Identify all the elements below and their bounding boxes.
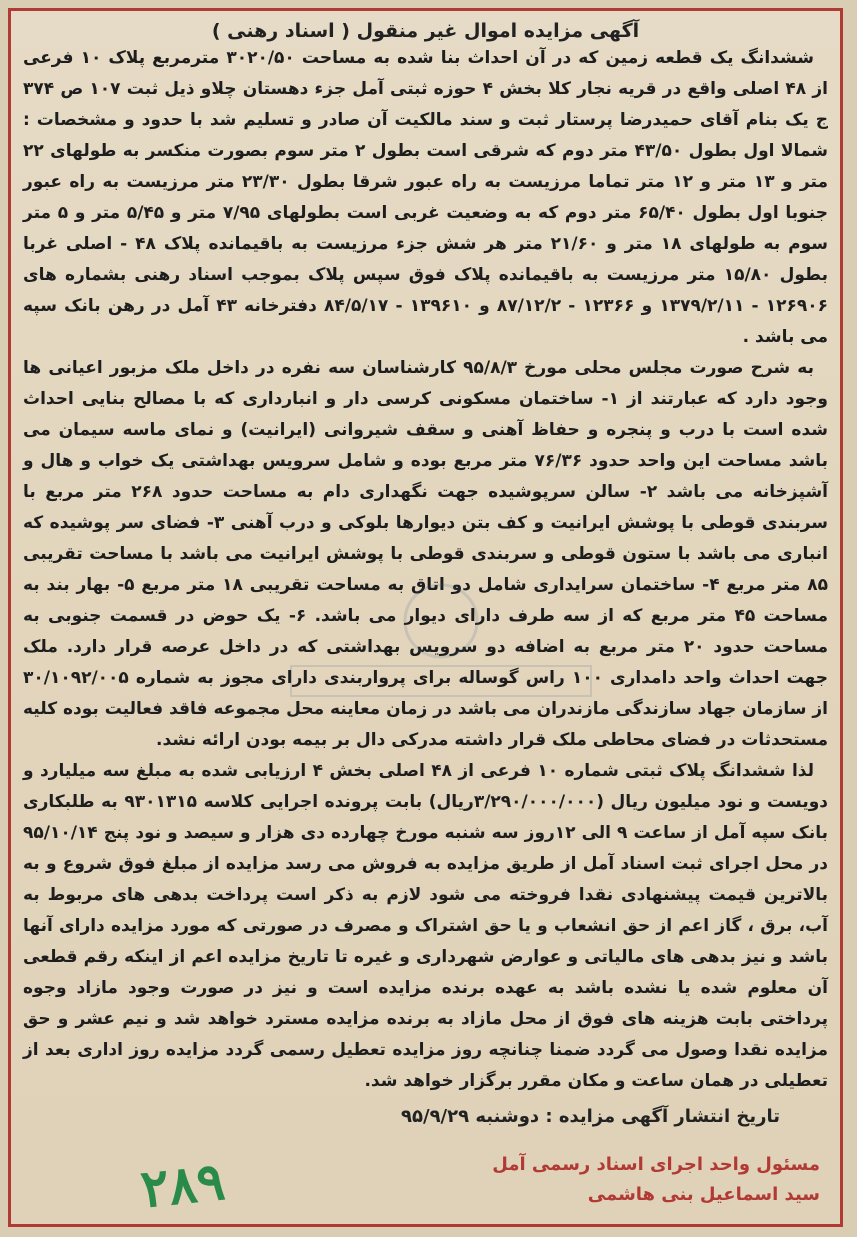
notice-title: آگهی مزایده اموال غیر منقول ( اسناد رهنی ) — [211, 20, 640, 42]
inspection-report-paragraph: به شرح صورت مجلس محلی مورخ ۹۵/۸/۳ کارشناسان سه نفره در داخل ملک مزبور اعیانی ها وجود دارد که عبارتند از ۱- ساختمان مسکونی کرسی دار و انبارداری که با مصالح بنایی احداث شده است با درب و پنجره و حفاظ آهنی و سقف شیروانی (ایرانیت) و نمای ماسه سیمان می باشد مساحت این واحد حدود ۷۶/۳۶ متر مربع بوده و شامل سرویس بهداشتی یک خواب و هال و آشپزخانه می باشد ۲- سالن سرپوشیده جهت نگهداری دام به مساحت حدود ۲۶۸ متر مربع با سربندی قوطی با پوشش ایرانیت و کف بتن دیوارها بلوکی و درب آهنی ۳- فضای سر پوشیده که انباری می باشد با ستون قوطی و سربندی قوطی با پوشش ایرانیت می باشد با مساحت تقریبی ۸۵ متر مربع ۴- ساختمان سرایداری شامل دو اتاق به مساحت تقریبی ۱۸ متر مربع ۵- بهار بند به مساحت ۴۵ متر مربع که از سه طرف دارای دیوار می باشد. ۶- یک حوض در قسمت جنوبی به مساحت حدود ۲۰ متر مربع به اضافه دو سرویس بهداشتی که در داخل عرصه قرار دارد. ملک جهت احداث واحد دامداری ۱۰۰ راس گوساله برای پرواربندی دارای مجوز به شماره ۳۰/۱۰۹۲/۰۰۵ از سازمان جهاد سازندگی مازندران می باشد در زمان معاینه محل مجموعه فاقد فعالیت بوده کلیه مستحدثات در فضای محاطی ملک قرار داشته مدرکی دال بر بیمه بودن ارائه نشد. — [23, 358, 829, 750]
signature-block — [492, 1150, 820, 1210]
auction-terms-paragraph: لذا ششدانگ پلاک ثبتی شماره ۱۰ فرعی از ۴۸ اصلی بخش ۴ ارزیابی شده به مبلغ سه میلیارد و دویست و نود میلیون ریال (۳/۲۹۰/۰۰۰/۰۰۰ریال) بابت پرونده اجرایی کلاسه ۹۳۰۱۳۱۵ به طلبکاری بانک سپه آمل از ساعت ۹ الی ۱۲روز سه شنبه مورخ چهارده دی هزار و سیصد و نود پنج ۹۵/۱۰/۱۴ در محل اجرای ثبت اسناد آمل از طریق مزایده به فروش می رسد مزایده از مبلغ فوق شروع و به بالاترین قیمت پیشنهادی نقدا فروخته می شود لازم به ذکر است پرداخت بدهی های مربوط به آب، برق ، گاز اعم از حق انشعاب و یا حق اشتراک و مصرف در صورتی که مورد مزایده دارای آنها باشد و نیز بدهی های مالیاتی و عوارض شهرداری و غیره تا تاریخ مزایده اعم از اینکه رقم قطعی آن معلوم شده یا نشده باشد به عهده برنده مزایده است و نیز در صورت وجود مازاد وجوه پرداختی بابت هزینه های فوق از محل مازاد به برنده مزایده مسترد خواهد شد و نیم عشر و حق مزایده نقدا وصول می گردد ضمنا چنانچه روز مزایده تعطیل رسمی گردد مزایده روز اداری بعد از تعطیلی در همان ساعت و مکان مقرر برگزار خواهد شد. — [23, 761, 828, 1091]
signature-name: سید اسماعیل بنی هاشمی — [587, 1184, 820, 1205]
notice-frame — [8, 8, 843, 1227]
signature-title: مسئول واحد اجرای اسناد رسمی آمل — [492, 1154, 820, 1175]
publish-date: تاریخ انتشار آگهی مزایده : دوشنبه ۹۵/۹/۲۹ — [401, 1106, 780, 1127]
notice-body — [11, 43, 840, 1097]
handwritten-stamp-number: ۲۸۹ — [138, 1150, 228, 1221]
property-description-paragraph: ششدانگ یک قطعه زمین که در آن احداث بنا شده به مساحت ۳۰۲۰/۵۰ مترمربع پلاک ۱۰ فرعی از ۴۸ اصلی واقع در قریه نجار کلا بخش ۴ حوزه ثبتی آمل جزء دهستان چلاو ذیل ثبت ۱۰۷ ص ۳۷۴ ج یک بنام آقای حمیدرضا پرستار ثبت و سند مالکیت آن صادر و تسلیم شد با حدود و مشخصات : شمالا اول بطول ۴۳/۵۰ متر دوم که شرقی است بطول ۲ متر سوم بصورت منکسر به طولهای ۲۲ متر و ۱۳ متر و ۱۲ متر تماما مرزیست به راه عبور شرقا بطول ۲۳/۳۰ متر مرزیست به راه عبور جنوبا اول بطول ۶۵/۴۰ متر دوم که به وضعیت غربی است بطولهای ۷/۹۵ متر و ۵/۴۵ متر و ۵ متر سوم به طولهای ۱۸ متر و ۲۱/۶۰ متر هر شش جزء مرزیست به باقیمانده پلاک ۴۸ - اصلی غربا بطول ۱۵/۸۰ متر مرزیست به باقیمانده پلاک فوق سپس پلاک بموجب اسناد رهنی بشماره های ۱۲۶۹۰۶ - ۱۳۷۹/۲/۱۱ و ۱۲۳۶۶ - ۸۷/۱۲/۲ و ۱۳۹۶۱۰ - ۸۴/۵/۱۷ دفترخانه ۴۳ آمل در رهن بانک سپه می باشد . — [23, 48, 829, 347]
